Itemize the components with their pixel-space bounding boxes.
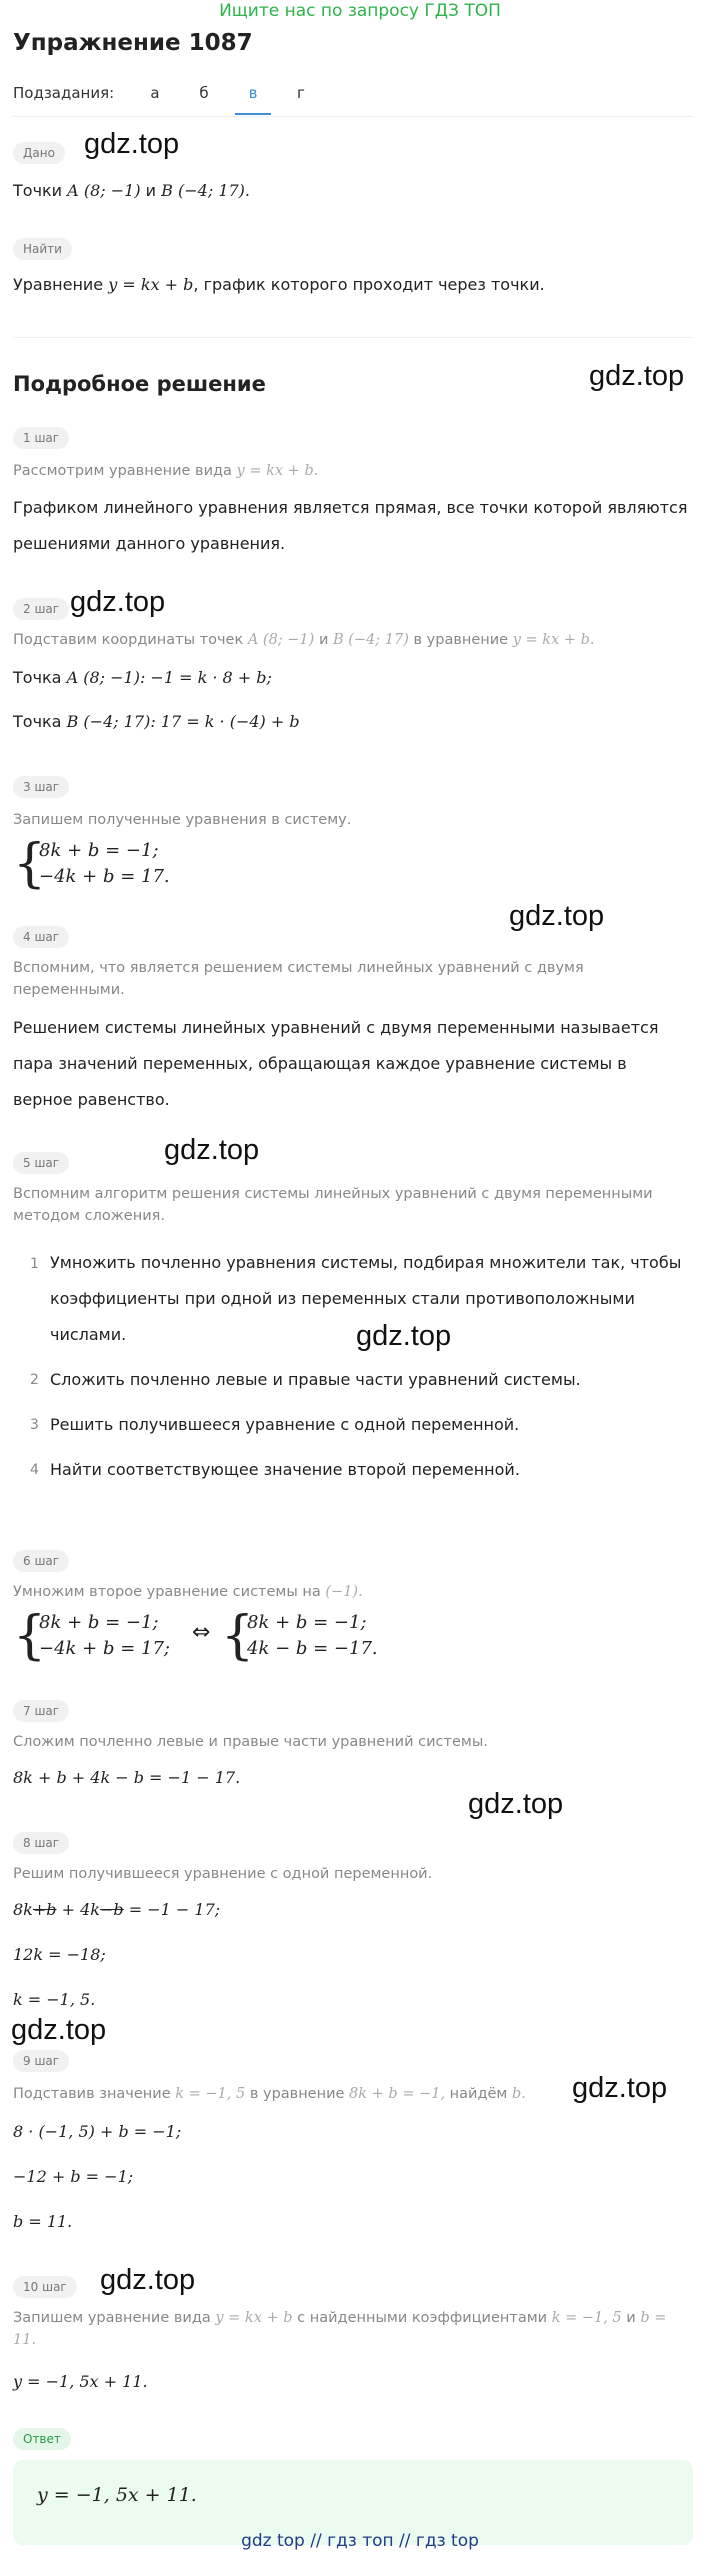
step-1-pill: 1 шаг xyxy=(13,427,69,449)
step-10-eq: y = −1, 5x + 11. xyxy=(13,2372,148,2391)
equivalence-icon: ⇔ xyxy=(192,1620,211,1645)
step-3-gray: Запишем полученные уравнения в систему. xyxy=(13,812,352,828)
page-title: Упражнение 1087 xyxy=(13,30,253,56)
list-item-number: 1 xyxy=(30,1256,39,1272)
answer-value: y = −1, 5x + 11. xyxy=(37,2484,197,2506)
list-item: Умножить почленно уравнения системы, подбирая множители так, чтобы коэффициенты при одной из переменных стали противоположными числами. xyxy=(50,1253,682,1344)
brace-icon: { xyxy=(221,1606,255,1666)
tab-v[interactable]: в xyxy=(248,84,258,102)
footer-links[interactable]: gdz top // гдз топ // гдз top xyxy=(241,2531,479,2551)
tab-g[interactable]: г xyxy=(297,84,305,102)
step-9-gray: Подставив значение k = −1, 5 в уравнение 8k + b = −1, найдём b. xyxy=(13,2086,526,2102)
step-1-gray: Рассмотрим уравнение вида y = kx + b. xyxy=(13,463,319,479)
step-4-line2: пара значений переменных, обращающая каждое уравнение системы в xyxy=(13,1054,627,1073)
watermark: gdz.top xyxy=(84,128,180,160)
watermark: gdz.top xyxy=(11,2014,107,2046)
step-10-gray: Запишем уравнение вида y = kx + b с найденными коэффициентами k = −1, 5 и b = xyxy=(13,2310,667,2326)
list-item: Решить получившееся уравнение с одной переменной. xyxy=(50,1415,520,1434)
step-5-gray1: Вспомним алгоритм решения системы линейных уравнений с двумя переменными xyxy=(13,1186,653,1202)
active-tab-indicator xyxy=(235,113,271,115)
brace-icon: { xyxy=(13,1606,47,1666)
given-pill: Дано xyxy=(13,142,65,164)
watermark: gdz.top xyxy=(70,586,166,618)
step-4-pill: 4 шаг xyxy=(13,926,69,948)
watermark: gdz.top xyxy=(509,900,605,932)
step-4-gray2: переменными. xyxy=(13,982,125,998)
step-8-gray: Решим получившееся уравнение с одной переменной. xyxy=(13,1866,433,1882)
find-text: Уравнение y = kx + b, график которого проходит через точки. xyxy=(13,275,545,294)
step-8-eq1: 8k+b + 4k−b = −1 − 17; xyxy=(13,1900,221,1919)
step-9-eq3: b = 11. xyxy=(13,2212,73,2231)
step-1-line2: решениями данного уравнения. xyxy=(13,534,286,553)
watermark: gdz.top xyxy=(164,1134,260,1166)
given-text: Точки A (8; −1) и B (−4; 17). xyxy=(13,181,251,200)
list-item-number: 4 xyxy=(30,1462,39,1478)
watermark: gdz.top xyxy=(589,360,685,392)
step-8-eq2: 12k = −18; xyxy=(13,1945,106,1964)
step-7-eq: 8k + b + 4k − b = −1 − 17. xyxy=(13,1768,241,1787)
step-2-pill: 2 шаг xyxy=(13,598,69,620)
step-8-pill: 8 шаг xyxy=(13,1832,69,1854)
watermark: gdz.top xyxy=(356,1320,452,1352)
step-2-gray: Подставим координаты точек A (8; −1) и B (−4; 17) в уравнение y = kx + b. xyxy=(13,632,595,648)
tab-b[interactable]: б xyxy=(199,84,209,102)
tabs-divider xyxy=(13,116,693,117)
list-item: Сложить почленно левые и правые части уравнений системы. xyxy=(50,1370,581,1389)
step-8-eq3: k = −1, 5. xyxy=(13,1990,96,2009)
list-item: Найти соответствующее значение второй переменной. xyxy=(50,1460,520,1479)
step-3-pill: 3 шаг xyxy=(13,776,69,798)
page: Ищите нас по запросу ГДЗ ТОП Упражнение 1087 Подзадания: а б в г Дано gdz.top Точки A (8; −1) и B (−4; 17). Найти Уравнение y = kx + b, график которого проходит через точки. Подробное решение gdz.top 1 шаг Рассмотрим уравнение вида y = kx + b. Графиком линейного уравнения является прямая, все точки которой являются решениями данного уравнения. 2 шаг gdz.top Подставим координаты точек A (8; −1) и B (−4; 17) в уравнение y = kx + b. Точка A (8; −1): −1 = k · 8 + b; Точка B (−4; 17): 17 = k · (−4) + b 3 шаг Запишем полученные уравнения в систему. { 8k + b = −1; −4k + b = 17. gdz.top 4 шаг Вспомним, что является решением системы линейных уравнений с двумя переменными. Решением системы линейных уравнений с двумя переменными называется пара значений переменных, обращающая каждое уравнение системы в верное равенство. 5 шаг gdz.top Вспомним алгоритм решения системы линейных уравнений с двумя переменными методом сложения. 1 Умножить почленно уравнения системы, подбирая множители так, чтобы коэффициенты при одной из переменных стали противоположными числами. gdz.top 2 Сложить почленно левые и правые части уравнений системы. 3 Решить получившееся уравнение с одной переменной. 4 Найти соответствующее значение второй переменной. 6 шаг Умножим второе уравнение системы на (−1). { 8k + b = −1; −4k + b = 17; ⇔ { 8k + b = −1; 4k − b = −17. 7 шаг Сложим почленно левые и правые части уравнений системы. 8k + b + 4k − b = −1 − 17. gdz.top 8 шаг Решим получившееся уравнение с одной переменной. 8k+b + 4k−b = −1 − 17; 12k = −18; k = −1, 5. gdz.top 9 шаг gdz.top Подставив значение k = −1, 5 в уравнение 8k + b = −1, найдём b. 8 · (−1, 5) + b = −1; −12 + b = −1; b = 11. 10 шаг gdz.top Запишем уравнение вида y = kx + b с найденными коэффициентами k = −1, 5 и b = 11. y = −1, 5x + 11. Ответ y = −1, 5x + 11. gdz top // гдз топ // гдз top xyxy=(0,0,720,2558)
answer-pill: Ответ xyxy=(13,2428,71,2450)
step-9-eq2: −12 + b = −1; xyxy=(13,2167,134,2186)
step-10-gray2: 11. xyxy=(13,2332,37,2348)
tab-a[interactable]: а xyxy=(150,84,160,102)
step-7-pill: 7 шаг xyxy=(13,1700,69,1722)
step-4-gray1: Вспомним, что является решением системы линейных уравнений с двумя xyxy=(13,960,584,976)
subtasks-label: Подзадания: xyxy=(13,84,115,102)
step-6-pill: 6 шаг xyxy=(13,1550,69,1572)
step-1-line1: Графиком линейного уравнения является прямая, все точки которой являются xyxy=(13,498,688,517)
watermark: gdz.top xyxy=(100,2264,196,2296)
step-6-gray: Умножим второе уравнение системы на (−1). xyxy=(13,1584,363,1600)
step-9-pill: 9 шаг xyxy=(13,2050,69,2072)
step-7-gray: Сложим почленно левые и правые части уравнений системы. xyxy=(13,1734,488,1750)
watermark: gdz.top xyxy=(572,2072,668,2104)
section-divider xyxy=(13,337,693,338)
step-10-pill: 10 шаг xyxy=(13,2276,77,2298)
step-4-line1: Решением системы линейных уравнений с двумя переменными называется xyxy=(13,1018,659,1037)
list-item-number: 2 xyxy=(30,1372,39,1388)
step-5-pill: 5 шаг xyxy=(13,1152,69,1174)
search-banner[interactable]: Ищите нас по запросу ГДЗ ТОП xyxy=(219,1,501,21)
list-item-number: 3 xyxy=(30,1417,39,1433)
step-2-point-a: Точка A (8; −1): −1 = k · 8 + b; xyxy=(13,668,272,687)
step-5-gray2: методом сложения. xyxy=(13,1208,165,1224)
step-2-point-b: Точка B (−4; 17): 17 = k · (−4) + b xyxy=(13,712,300,731)
step-9-eq1: 8 · (−1, 5) + b = −1; xyxy=(13,2122,182,2141)
find-pill: Найти xyxy=(13,238,72,260)
section-title: Подробное решение xyxy=(13,372,266,396)
watermark: gdz.top xyxy=(468,1788,564,1820)
step-4-line3: верное равенство. xyxy=(13,1090,170,1109)
brace-icon: { xyxy=(13,834,47,894)
